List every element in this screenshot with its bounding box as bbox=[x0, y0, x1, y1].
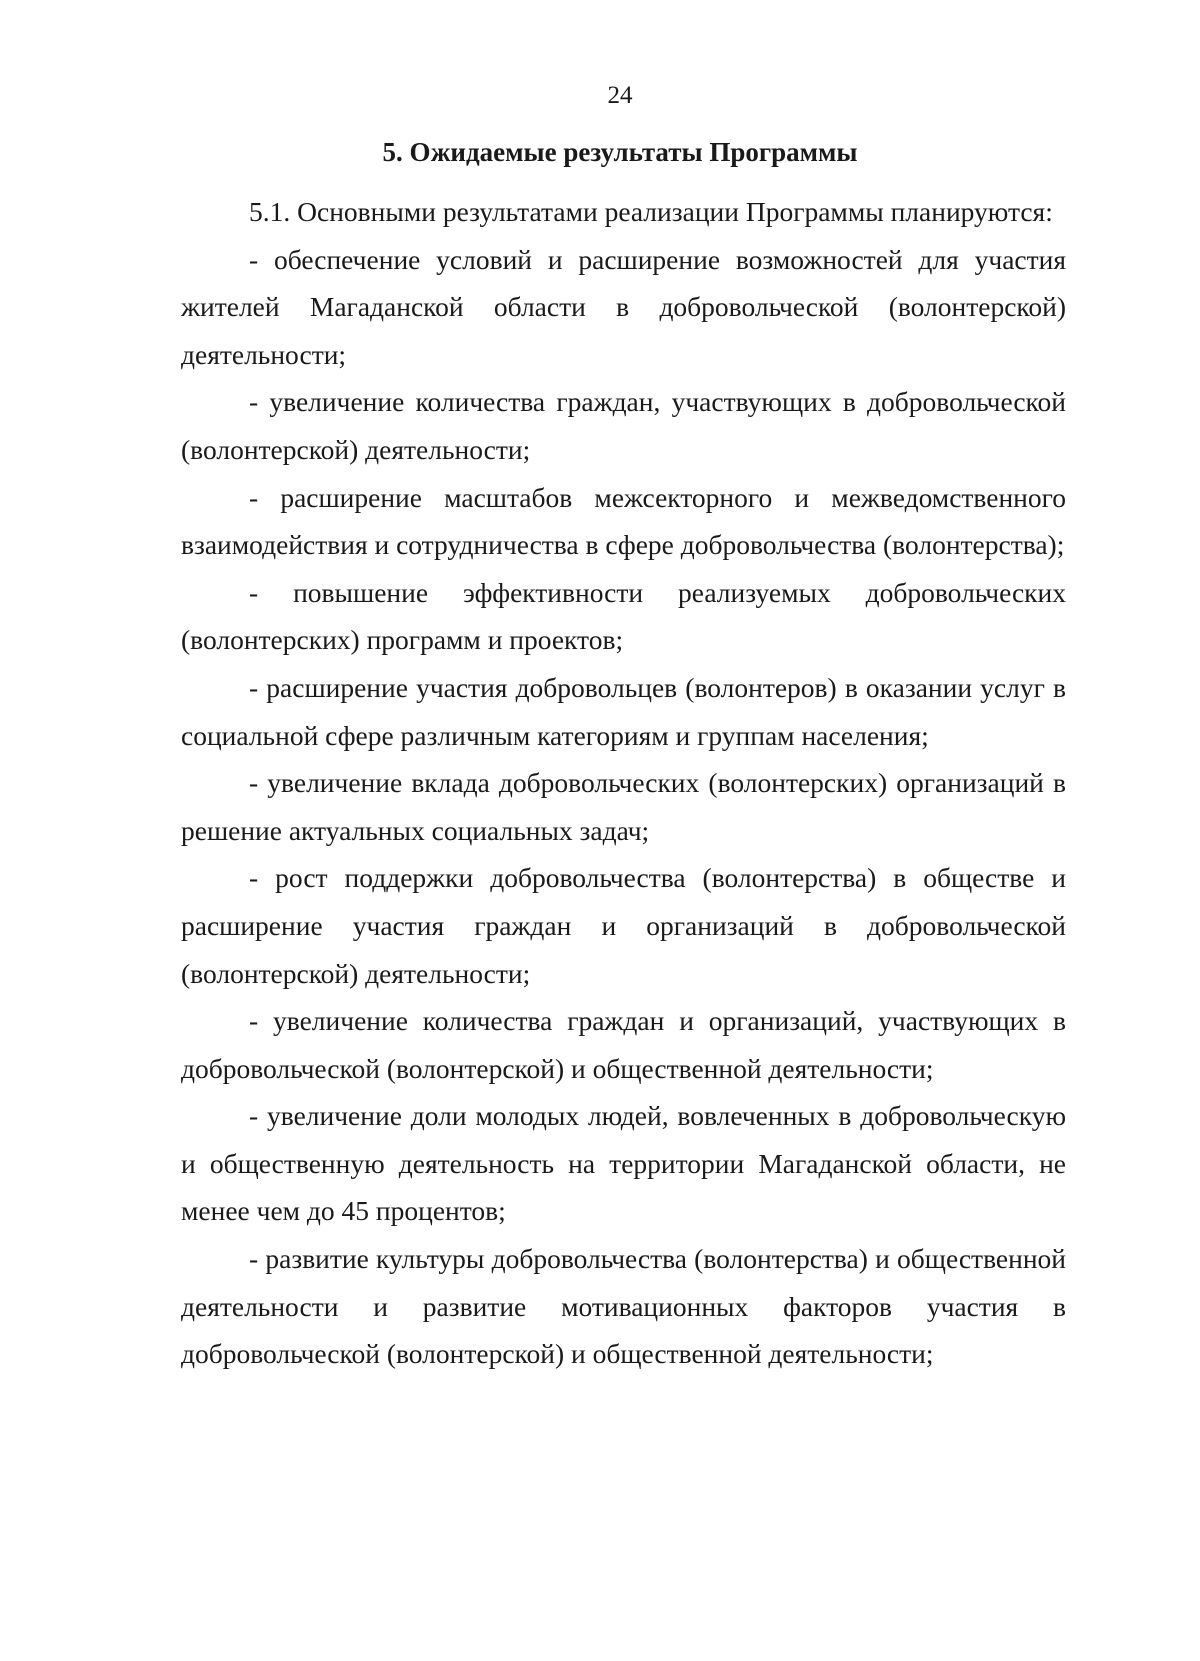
section-title: 5. Ожидаемые результаты Программы bbox=[382, 137, 858, 167]
result-item: - обеспечение условий и расширение возможностей для участия жителей Магаданской области в добровольческой (волонтерской) деятельности; bbox=[181, 243, 1066, 370]
result-item: - увеличение вклада добровольческих (волонтерских) организаций в решение актуальных социальных задач; bbox=[181, 767, 1066, 846]
result-item: - расширение масштабов межсекторного и межведомственного взаимодействия и сотрудничества в сфере добровольчества (волонтерства); bbox=[181, 481, 1066, 561]
result-item: - увеличение количества граждан, участвующих в добровольческой (волонтерской) деятельности; bbox=[181, 386, 1066, 465]
result-item: - развитие культуры добровольчества (волонтерства) и общественной деятельности и развитие мотивационных факторов участия в добровольческой (волонтерской) и общественной деятельности; bbox=[181, 1243, 1066, 1370]
result-item: - расширение участия добровольцев (волонтеров) в оказании услуг в социальной сфере различным категориям и группам населения; bbox=[181, 671, 1066, 751]
result-item: - увеличение доли молодых людей, вовлеченных в добровольческую и общественную деятельность на территории Магаданской области, не менее чем до 45 процентов; bbox=[181, 1100, 1066, 1227]
section-body bbox=[181, 188, 1066, 1378]
page-number: 24 bbox=[607, 82, 633, 109]
intro-paragraph: 5.1. Основными результатами реализации Программы планируются: bbox=[249, 196, 1053, 227]
result-item: - рост поддержки добровольчества (волонтерства) в обществе и расширение участия граждан и организаций в добровольческой (волонтерской) деятельности; bbox=[181, 862, 1066, 989]
result-item: - повышение эффективности реализуемых добровольческих (волонтерских) программ и проектов; bbox=[181, 576, 1066, 656]
result-item: - увеличение количества граждан и организаций, участвующих в добровольческой (волонтерской) и общественной деятельности; bbox=[181, 1005, 1066, 1084]
